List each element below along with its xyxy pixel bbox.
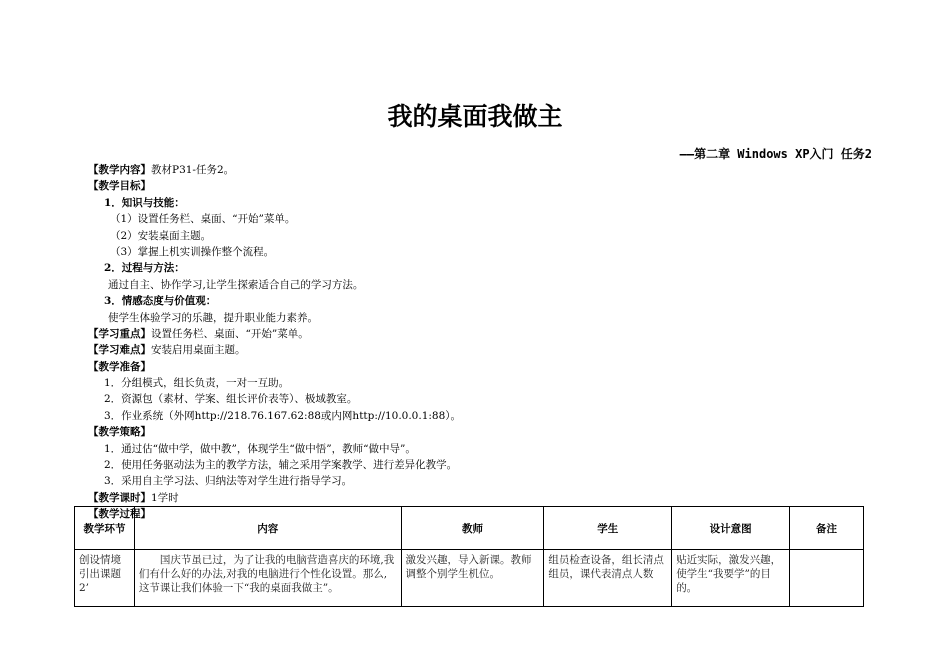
process-text: 通过自主、协作学习,让学生探索适合自己的学习方法。 xyxy=(108,278,364,291)
page-title: 我的桌面我做主 xyxy=(387,102,563,131)
table-header: 教学环节 xyxy=(75,507,135,550)
table-row xyxy=(75,550,864,607)
difficulty: 【学习难点】安装启用桌面主题。 xyxy=(88,344,246,357)
lesson-body xyxy=(88,162,878,523)
skills-item: （2）安装桌面主题。 xyxy=(110,229,212,242)
table-header: 备注 xyxy=(790,507,864,550)
table-cell: 激发兴趣，导入新课。教师调整个别学生机位。 xyxy=(401,550,544,607)
strategy-item: 1．通过估“做中学，做中教”，体现学生“做中悟”，教师“做中导”。 xyxy=(104,442,416,455)
preparation-item: 2．资源包（素材、学案、组长评价表等）、极域教室。 xyxy=(104,393,358,406)
preparation-item: 1．分组模式，组长负责，一对一互助。 xyxy=(104,377,290,390)
table-cell xyxy=(790,550,864,607)
table-cell: 组员检查设备，组长清点组员，课代表清点人数 xyxy=(544,550,672,607)
page-subtitle: ——第二章 Windows XP入门 任务2 xyxy=(679,147,872,161)
table-header: 教师 xyxy=(401,507,544,550)
objectives-heading: 【教学目标】 xyxy=(88,180,151,193)
skills-item: （1）设置任务栏、桌面、“开始”菜单。 xyxy=(110,213,296,226)
process-heading: 2．过程与方法： xyxy=(104,262,185,275)
process-table-heading: 【教学过程】 xyxy=(88,508,151,521)
attitude-heading: 3．情感态度与价值观： xyxy=(104,295,217,308)
skills-item: （3）掌握上机实训操作整个流程。 xyxy=(110,245,275,258)
teaching-content: 【教学内容】教材P31-任务2。 xyxy=(88,164,235,176)
teaching-process-table xyxy=(74,506,864,607)
strategy-item: 2．使用任务驱动法为主的教学方法，辅之采用学案教学、进行差异化教学。 xyxy=(104,459,458,472)
strategy-item: 3．采用自主学习法、归纳法等对学生进行指导学习。 xyxy=(104,475,353,488)
table-cell: 贴近实际，激发兴趣，使学生“我要学”的目的。 xyxy=(672,550,790,607)
strategy-heading: 【教学策略】 xyxy=(88,426,151,439)
preparation-heading: 【教学准备】 xyxy=(88,360,151,373)
preparation-item: 3．作业系统（外网http://218.76.167.62:88或内网http://10.0.0.1:88）。 xyxy=(104,409,462,422)
table-header-row xyxy=(75,507,864,550)
attitude-text: 使学生体验学习的乐趣，提升职业能力素养。 xyxy=(108,311,318,324)
table-header: 学生 xyxy=(544,507,672,550)
table-header: 设计意图 xyxy=(672,507,790,550)
teaching-hours: 【教学课时】1学时 xyxy=(88,491,179,504)
table-cell: 国庆节虽已过，为了让我的电脑营造喜庆的环境,我们有什么好的办法,对我的电脑进行个性化设置。那么,这节课让我们体验一下“我的桌面我做主”。 xyxy=(134,550,401,607)
table-header: 内容 xyxy=(134,507,401,550)
table-cell: 创设情境引出课题2’ xyxy=(75,550,135,607)
key-point: 【学习重点】设置任务栏、桌面、“开始”菜单。 xyxy=(88,327,309,340)
skills-heading: 1．知识与技能： xyxy=(104,196,185,209)
